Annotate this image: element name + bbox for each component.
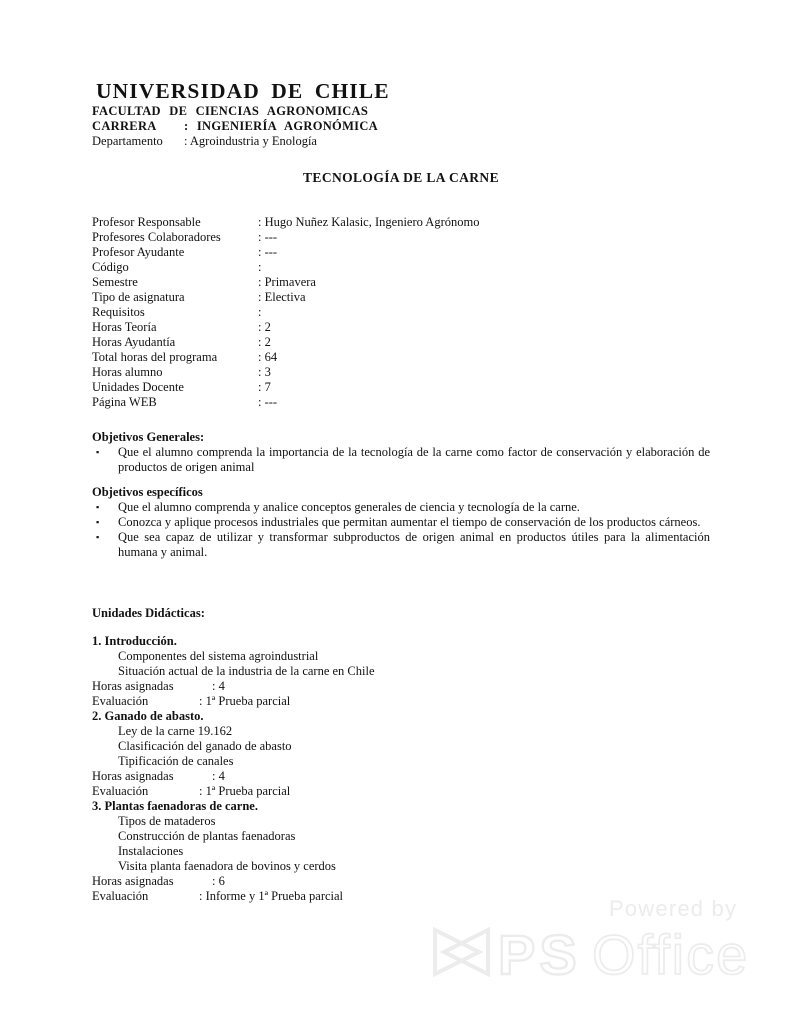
objetivo-text: Que sea capaz de utilizar y transformar subproductos de origen animal en productos útiles para la alimentación humana y animal. — [118, 530, 710, 559]
info-value: : --- — [258, 230, 278, 244]
unit-topic: Ley de la carne 19.162 — [118, 724, 233, 738]
info-value: : — [258, 305, 262, 319]
info-value: : Hugo Nuñez Kalasic, Ingeniero Agrónomo — [258, 215, 480, 229]
unit-title: 1. Introducción. — [92, 634, 177, 648]
unit-block — [92, 709, 710, 799]
info-value: : 3 — [258, 365, 271, 379]
unit-topic: Clasificación del ganado de abasto — [118, 739, 292, 753]
bullet-icon: ▪ — [96, 447, 100, 457]
bullet-icon: ▪ — [96, 502, 100, 512]
objetivo-especifico-item — [92, 500, 710, 515]
unit-topic: Instalaciones — [118, 844, 184, 858]
objetivo-text: Conozca y aplique procesos industriales que permitan aumentar el tiempo de conservación de los productos cárneos. — [118, 515, 701, 529]
unit-block — [92, 799, 710, 904]
info-value: : 2 — [258, 320, 271, 334]
departamento-value: : Agroindustria y Enología — [184, 134, 317, 148]
horas-value: : 4 — [212, 679, 225, 693]
carrera-line — [92, 119, 710, 134]
bullet-icon: ▪ — [96, 532, 100, 542]
eval-label: Evaluación — [92, 694, 149, 708]
unit-horas-row — [92, 874, 710, 889]
info-label: Total horas del programa — [92, 350, 218, 364]
info-label: Unidades Docente — [92, 380, 184, 394]
unit-topic: Situación actual de la industria de la carne en Chile — [118, 664, 375, 678]
unit-topic: Tipos de mataderos — [118, 814, 216, 828]
info-label: Tipo de asignatura — [92, 290, 185, 304]
objetivo-text: Que el alumno comprenda y analice conceptos generales de ciencia y tecnología de la carne. — [118, 500, 580, 514]
unit-horas-row — [92, 769, 710, 784]
bullet-icon: ▪ — [96, 517, 100, 527]
unit-eval-row — [92, 784, 710, 799]
info-row — [92, 350, 710, 365]
horas-label: Horas asignadas — [92, 769, 174, 783]
info-row — [92, 230, 710, 245]
eval-value: : 1ª Prueba parcial — [199, 694, 291, 708]
info-label: Código — [92, 260, 129, 274]
info-value: : --- — [258, 395, 278, 409]
departamento-line — [92, 134, 710, 149]
info-row — [92, 290, 710, 305]
info-label: Horas alumno — [92, 365, 163, 379]
objetivos-especificos-heading: Objetivos específicos — [92, 485, 203, 499]
horas-label: Horas asignadas — [92, 679, 174, 693]
info-row — [92, 335, 710, 350]
info-row — [92, 320, 710, 335]
eval-value: : 1ª Prueba parcial — [199, 784, 291, 798]
info-value: : 64 — [258, 350, 278, 364]
unit-horas-row — [92, 679, 710, 694]
objetivo-especifico-item — [92, 515, 710, 530]
info-label: Profesor Responsable — [92, 215, 201, 229]
info-label: Profesores Colaboradores — [92, 230, 221, 244]
info-row — [92, 305, 710, 320]
unit-topic: Visita planta faenadora de bovinos y cerdos — [118, 859, 336, 873]
wps-office-watermark — [432, 923, 752, 989]
horas-value: : 4 — [212, 769, 225, 783]
objetivo-general-item — [92, 445, 710, 475]
unidades-heading: Unidades Didácticas: — [92, 606, 205, 620]
info-label: Horas Teoría — [92, 320, 157, 334]
unit-eval-row — [92, 694, 710, 709]
info-label: Horas Ayudantía — [92, 335, 176, 349]
info-row — [92, 380, 710, 395]
course-title: TECNOLOGÍA DE LA CARNE — [303, 170, 499, 185]
info-row — [92, 245, 710, 260]
eval-label: Evaluación — [92, 784, 149, 798]
info-row — [92, 365, 710, 380]
unit-topic: Construcción de plantas faenadoras — [118, 829, 296, 843]
departamento-label: Departamento — [92, 134, 163, 148]
horas-value: : 6 — [212, 874, 225, 888]
objetivo-especifico-item — [92, 530, 710, 560]
unit-title: 2. Ganado de abasto. — [92, 709, 204, 723]
faculty-line: FACULTAD DE CIENCIAS AGRONOMICAS — [92, 104, 369, 118]
wps-logo — [432, 923, 752, 985]
info-label: Requisitos — [92, 305, 145, 319]
info-value: : Electiva — [258, 290, 306, 304]
unit-title: 3. Plantas faenadoras de carne. — [92, 799, 258, 813]
course-info-list — [92, 215, 710, 410]
unidades-list — [92, 634, 710, 904]
info-row — [92, 260, 710, 275]
objetivo-text: Que el alumno comprenda la importancia de la tecnología de la carne como factor de conservación y elaboración de productos de origen animal — [118, 445, 710, 474]
info-value: : 7 — [258, 380, 271, 394]
wps-logo-w-icon — [435, 930, 488, 974]
objetivos-generales-heading: Objetivos Generales: — [92, 430, 205, 444]
info-value: : — [258, 260, 262, 274]
info-value: : --- — [258, 245, 278, 259]
eval-label: Evaluación — [92, 889, 149, 903]
info-row — [92, 215, 710, 230]
document-header — [92, 79, 710, 149]
info-label: Semestre — [92, 275, 138, 289]
powered-by-text: Powered by — [609, 896, 738, 921]
unit-topic: Componentes del sistema agroindustrial — [118, 649, 319, 663]
info-label: Profesor Ayudante — [92, 245, 185, 259]
unit-block — [92, 634, 710, 709]
objetivos-section — [92, 430, 710, 560]
horas-label: Horas asignadas — [92, 874, 174, 888]
carrera-value: : INGENIERÍA AGRONÓMICA — [184, 119, 378, 133]
carrera-label: CARRERA — [92, 119, 157, 133]
info-row — [92, 395, 710, 410]
info-row — [92, 275, 710, 290]
unit-topic: Tipificación de canales — [118, 754, 234, 768]
eval-value: : Informe y 1ª Prueba parcial — [199, 889, 344, 903]
info-value: : 2 — [258, 335, 271, 349]
info-label: Página WEB — [92, 395, 157, 409]
info-value: : Primavera — [258, 275, 316, 289]
wps-logo-office-text: Office — [592, 923, 750, 985]
university-name: UNIVERSIDAD DE CHILE — [96, 79, 390, 103]
wps-logo-ps-text: PS — [498, 923, 581, 985]
